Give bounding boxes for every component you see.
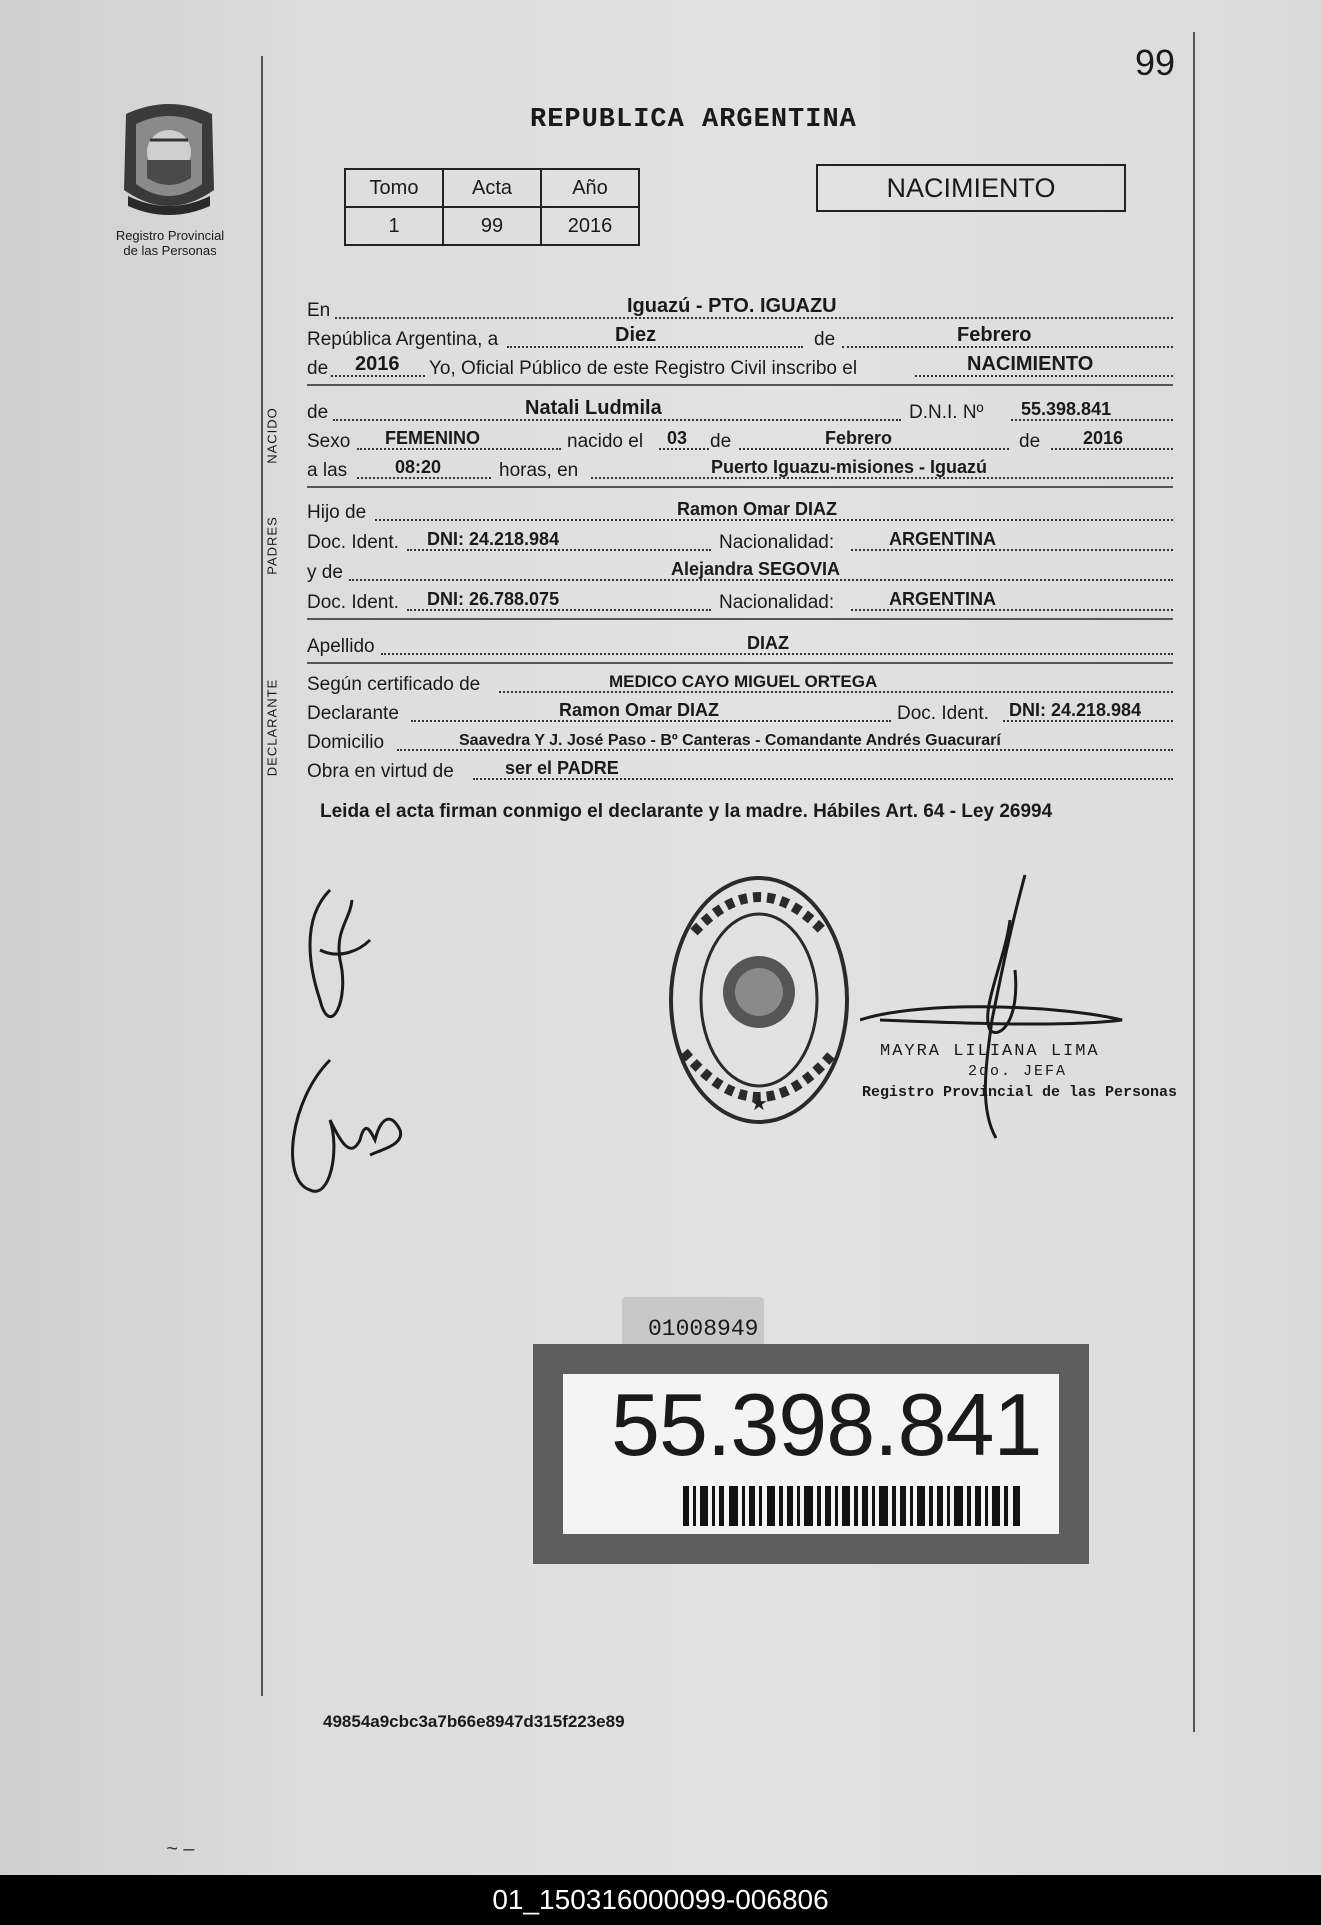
inscribo-value: NACIMIENTO [967, 353, 1094, 375]
mother-signature-icon [290, 880, 380, 1060]
mother-doc-row: Doc. Ident. DNI: 26.788.075 Nacionalidad: ARGENTINA [307, 586, 1173, 614]
birth-year: 2016 [1083, 428, 1124, 448]
father-row: Hijo de Ramon Omar DIAZ [307, 496, 1173, 524]
place-value: Iguazú - PTO. IGUAZU [627, 295, 837, 317]
sex-birth-row: Sexo FEMENINO nacido el 03 de Febrero de 2016 [307, 425, 1173, 453]
day-value: Diez [615, 324, 657, 346]
child-name: Natali Ludmila [525, 397, 662, 419]
acta-type-box: NACIMIENTO [816, 164, 1126, 212]
father-doc-row: Doc. Ident. DNI: 24.218.984 Nacionalidad: ARGENTINA [307, 526, 1173, 554]
child-dni: 55.398.841 [1021, 399, 1112, 419]
sex-value: FEMENINO [385, 428, 481, 448]
birth-month: Febrero [825, 428, 893, 448]
tomo-value: 1 [345, 207, 443, 245]
svg-text:★: ★ [750, 1093, 768, 1115]
year-row: de 2016 Yo, Oficial Público de este Registro Civil inscribo el NACIMIENTO [307, 352, 1173, 380]
official-office: Registro Provincial de las Personas [862, 1084, 1178, 1101]
official-role: 2do. JEFA [968, 1063, 1068, 1080]
mother-row: y de Alejandra SEGOVIA [307, 556, 1173, 584]
left-margin-line [261, 56, 263, 1696]
official-name: MAYRA LILIANA LIMA [880, 1042, 1100, 1061]
father-nationality: ARGENTINA [889, 529, 996, 549]
year-value: 2016 [541, 207, 639, 245]
year-value-text: 2016 [355, 353, 400, 375]
surname-value: DIAZ [747, 633, 789, 653]
year-header: Año [541, 169, 639, 207]
document-hash: 49854a9cbc3a7b66e8947d315f223e89 [323, 1712, 625, 1731]
reason-row: Obra en virtud de ser el PADRE [307, 755, 1173, 783]
birth-place: Puerto Iguazu-misiones - Iguazú [711, 457, 988, 477]
reason-value: ser el PADRE [505, 758, 619, 778]
certificate-value: MEDICO CAYO MIGUEL ORTEGA [609, 672, 878, 691]
en-label: En [307, 300, 331, 321]
document-title: REPUBLICA ARGENTINA [530, 105, 857, 135]
control-number: 01008949 [648, 1316, 759, 1342]
birth-time: 08:20 [395, 457, 442, 477]
side-label-padres: PADRES [264, 516, 280, 575]
tomo-acta-table [344, 168, 640, 246]
acta-value: 99 [443, 207, 541, 245]
surname-row: Apellido DIAZ [307, 630, 1173, 658]
closing-statement: Leida el acta firman conmigo el declarante y la madre. Hábiles Art. 64 - Ley 26994 [320, 801, 1053, 822]
registry-seal-icon [664, 872, 854, 1128]
month-value: Febrero [957, 324, 1032, 346]
place-row [307, 294, 1173, 322]
declarant-row: Declarante Ramon Omar DIAZ Doc. Ident. DNI: 24.218.984 [307, 697, 1173, 725]
right-margin-line [1193, 32, 1195, 1732]
mother-name: Alejandra SEGOVIA [671, 559, 841, 579]
side-label-declarante: DECLARANTE [264, 678, 280, 777]
birth-day: 03 [667, 428, 688, 448]
barcode-icon [683, 1486, 1023, 1526]
time-place-row: a las 08:20 horas, en Puerto Iguazu-misiones - Iguazú [307, 454, 1173, 482]
mother-doc: DNI: 26.788.075 [427, 589, 560, 609]
declarant-doc: DNI: 24.218.984 [1009, 700, 1142, 720]
sticker-number: 55.398.841 [611, 1375, 1042, 1474]
page-number: 99 [1135, 42, 1176, 83]
certificate-row: Según certificado de MEDICO CAYO MIGUEL ORTEGA [307, 668, 1173, 696]
father-doc: DNI: 24.218.984 [427, 529, 560, 549]
dni-sticker [533, 1344, 1089, 1564]
mother-nationality: ARGENTINA [889, 589, 996, 609]
footer-id: 01_150316000099-006806 [0, 1875, 1321, 1925]
acta-header: Acta [443, 169, 541, 207]
address-value: Saavedra Y J. José Paso - Bº Canteras - Comandante Andrés Guacurarí [459, 732, 1001, 749]
handwritten-note: ~ – [166, 1838, 195, 1860]
logo-caption: Registro Provincial de las Personas [115, 228, 225, 258]
father-name: Ramon Omar DIAZ [677, 499, 838, 519]
address-row: Domicilio Saavedra Y J. José Paso - Bº Canteras - Comandante Andrés Guacurarí [307, 726, 1173, 754]
declarant-name: Ramon Omar DIAZ [559, 700, 720, 720]
side-label-nacido: NACIDO [264, 407, 280, 464]
name-row: de Natali Ludmila D.N.I. Nº 55.398.841 [307, 396, 1173, 424]
tomo-header: Tomo [345, 169, 443, 207]
misiones-coat-of-arms-icon [118, 100, 220, 222]
declarant-signature-icon [280, 1050, 420, 1210]
date-row: República Argentina, a Diez de Febrero [307, 323, 1173, 351]
